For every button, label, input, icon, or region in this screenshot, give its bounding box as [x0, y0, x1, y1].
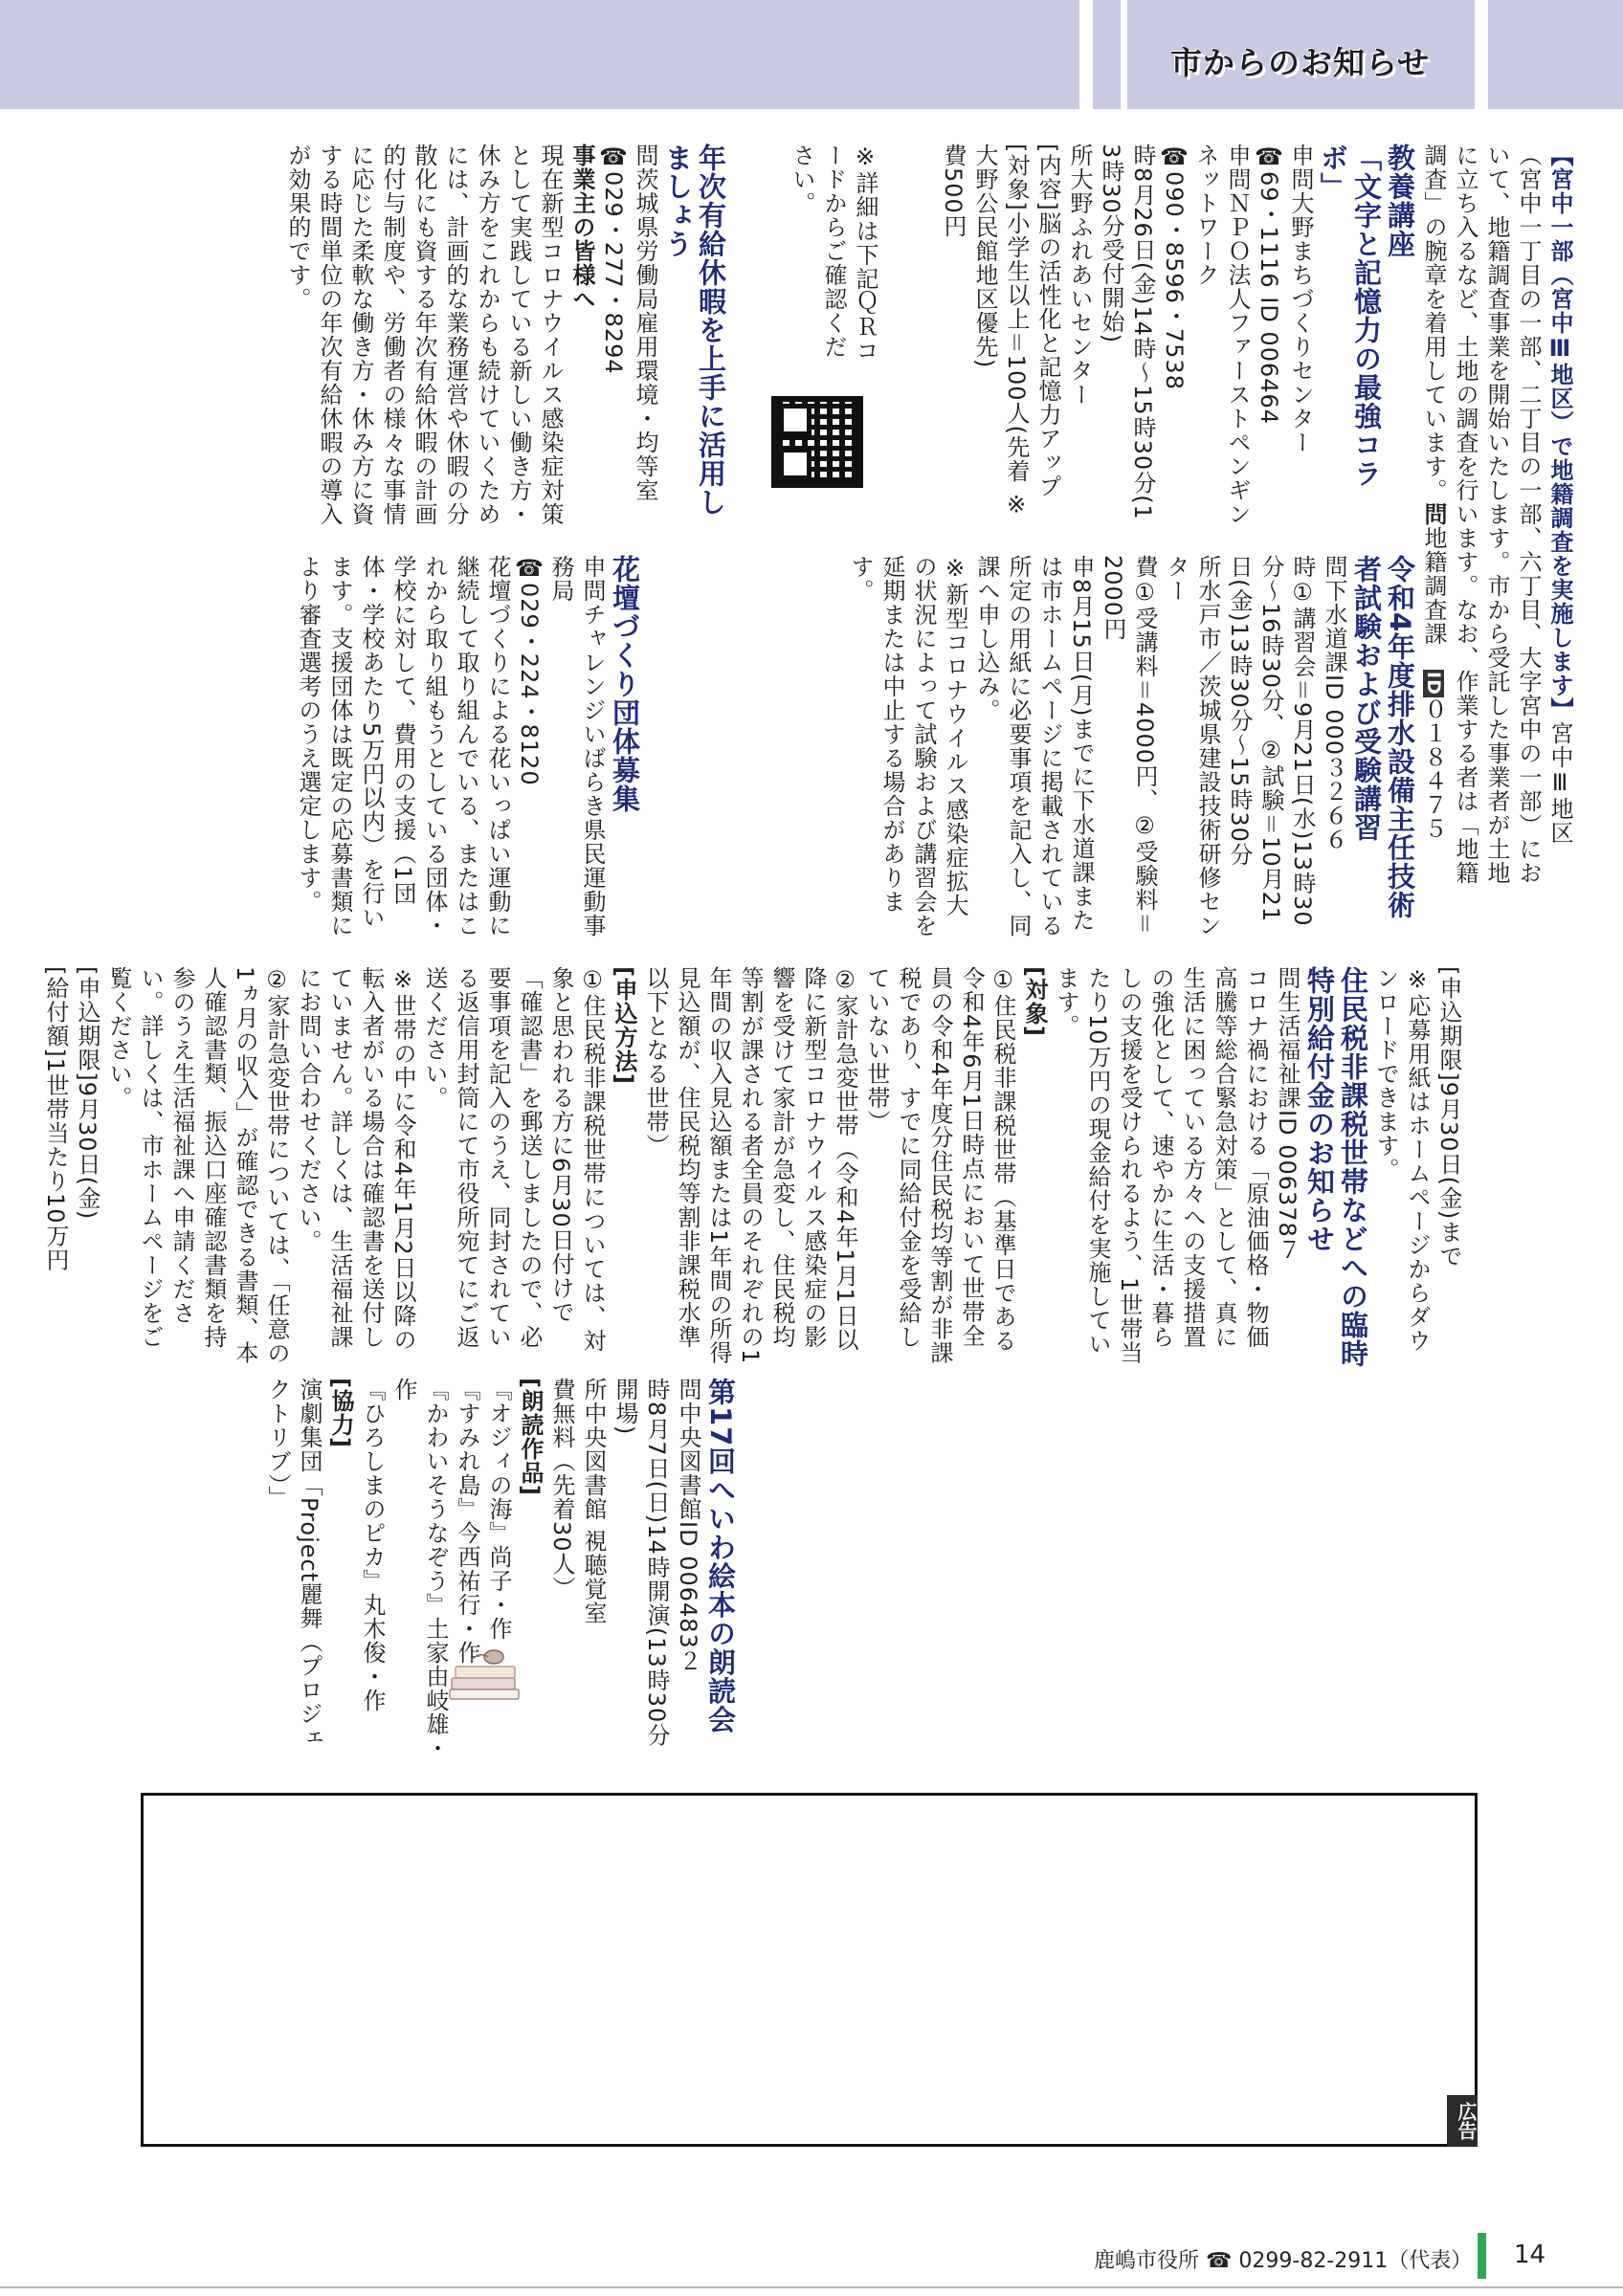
qr-code-icon — [771, 396, 863, 488]
kyoyo-line-5: 時8月26日(金)14時～15時30分(13時30分受付開始) — [1098, 144, 1156, 520]
chiseki-lead: 【宮中一部（宮中Ⅲ地区）で地籍調査を実施します】 — [1546, 144, 1573, 721]
books-illustration-icon — [442, 1628, 528, 1705]
ehon-title: 第17回へいわ絵本の朗読会 — [704, 1378, 737, 1734]
kyoyo-kicker: 教養講座 — [1384, 144, 1416, 258]
page-title: 市からのお知らせ — [1169, 44, 1430, 81]
kadan-section — [144, 555, 641, 938]
ehon-line-3: 所中央図書館 視聴覚室 — [580, 1378, 607, 1625]
haisui-title: 令和4年度排水設備主任技術者試験および受験講習 — [1350, 555, 1416, 920]
kyoyo-line-4: ☎090・8596・7538 — [1161, 144, 1188, 390]
ehon-line-2: 時8月7日(日)14時開演(13時30分開場) — [611, 1378, 670, 1748]
kadan-body: 花壇づくりによる花いっぱい運動に継続して取り組んでいる、またはこれから取り組もうとしている団体・学校に対して、費用の支援（1団体・学校あたり5万円以内）を行います。支援団体は既定の応募書類により審査選考のうえ選定します。 — [295, 555, 511, 938]
kyoyo-line-1: 申問大野まちづくりセンター — [1287, 144, 1314, 454]
nenkyu-body: 現在新型コロナウイルス感染症対策として実践している新しい働き方・休み方をこれからも続けていくためには、計画的な業務運営や休暇の分散化にも資する年次有給休暇の計画的付与制度や、労働者の様々な事情に応じた柔軟な働き方・休み方に資する時間単位の年次有給休暇の導入が効果的です。 — [284, 144, 564, 526]
haisui-line-2: 時①講習会＝9月21日(水)13時30分～16時30分、②試験＝10月21日(金)13時30分～15時30分 — [1226, 555, 1316, 927]
kyoyo-line-8: [対象]小学生以上＝100人(先着 ※大野公民館地区優先) — [971, 144, 1030, 519]
footer-accent-bar — [1478, 2233, 1486, 2279]
row-divider-1 — [144, 543, 1426, 545]
haisui-line-4: 費①受講料＝4000円、②受験料＝2000円 — [1100, 555, 1158, 937]
kyufu-method-label: [申込方法] — [611, 966, 637, 1085]
kyufu-target-1: ①住民税非課税世帯（基準日である令和4年6月1日時点において世帯全員の令和4年度分住民税均等割が非課税であり、すでに同給付金を受給していない世帯） — [863, 966, 1016, 1365]
nenkyu-line-1: 問茨城県労働局雇用環境・均等室☎029・277・8294 — [600, 144, 658, 502]
kyufu-target-label: [対象] — [1021, 966, 1048, 1037]
advertisement-label: 広告 — [1447, 2095, 1478, 2147]
kadan-line-1: 申問チャレンジいばらき県民運動事務局 — [547, 555, 606, 938]
chiseki-section — [1420, 144, 1575, 890]
kyufu-amount: [給付額]1世帯当たり10万円 — [42, 966, 69, 1272]
kyoyo-line-10: ※詳細は下記ＱＲコードからご確認ください。 — [789, 144, 878, 363]
kyufu-line-0b: ※応募用紙はホームページからダウンロードできます。 — [1372, 966, 1431, 1353]
haisui-section — [651, 555, 1416, 938]
footer-office: 鹿嶋市役所 ☎ 0299-82-2911（代表） — [1094, 2249, 1473, 2273]
haisui-line-5: 申8月15日(月)までに下水道課または市ホームページに掲載されている所定の用紙に必要事項を記入し、同課へ申し込み。 — [973, 555, 1095, 938]
ehon-work-2: 『すみれ島』今西祐行・作 — [454, 1378, 480, 1665]
chiseki-id: ０１８４７５ — [1420, 696, 1447, 841]
ehon-work-1: 『オジィの海』尚子・作 — [485, 1378, 512, 1641]
kyufu-deadline: [申込期限]9月30日(金) — [74, 966, 100, 1221]
ehon-coop-label: [協力] — [327, 1378, 354, 1448]
haisui-line-6: ※新型コロナウイルス感染症拡大の状況によって試験および講習会を延期または中止する場合があります。 — [847, 555, 968, 938]
header-band-stripe — [1093, 0, 1121, 109]
page-number: 14 — [1514, 2241, 1546, 2269]
kyufu-method-2: ※世帯の中に令和4年1月2日以降の転入者がいる場合は確認書を送付していません。詳しくは、生活福祉課にお問い合わせください。 — [295, 966, 416, 1352]
kyoyo-line-9: 費500円 — [940, 144, 967, 238]
kyufu-section — [42, 966, 1464, 1368]
nenkyu-title: 年次有給休暇を上手に活用しましょう — [661, 144, 727, 517]
advertisement-box — [141, 1793, 1478, 2147]
chiseki-id-tag: ID — [1423, 672, 1444, 695]
kyufu-method-3: ②家計急変世帯については、「任意の1ヵ月の収入」が確認できる書類、本人確認書類、振込口座確認書類を持参のうえ生活福祉課へ申請ください。詳しくは、市ホームページをご覧ください。 — [105, 966, 290, 1365]
kyoyo-line-3: 申問ＮＰＯ法人ファーストペンギンネットワーク — [1192, 144, 1251, 526]
haisui-line-3: 所水戸市／茨城県建設技術研修センター — [1163, 555, 1221, 938]
kyoyo-line-2: ☎69・1116 ID 006464 — [1256, 144, 1282, 426]
haisui-line-1: 問下水道課ID 000３２６６ — [1321, 555, 1347, 851]
kyoyo-title: 「文字と記憶力の最強コラボ」 — [1317, 144, 1383, 488]
ehon-line-1: 問中央図書館ID 006483２ — [675, 1378, 701, 1673]
kyufu-body-1: コロナ禍における「原油価格・物価高騰等総合緊急対策」として、真に生活に困っている方々への支援措置の強化として、速やかに生活・暮らしの支援を受けられるよう、1世帯当たり10万円の現金給付を実施しています。 — [1053, 966, 1269, 1365]
chiseki-body: 宮中Ⅲ地区（宮中一丁目の一部、二丁目の一部、六丁目、大字宮中の一部）において、地籍調査事業を開始いたします。市から受託した事業者が土地に立ち入るなど、土地の調査を行います。なお、作業する者は「地籍調査」の腕章を着用しています。 — [1420, 144, 1573, 885]
ehon-works-label: [朗読作品] — [517, 1378, 544, 1496]
ehon-work-3: 『かわいそうなぞう』土家由岐雄・作 — [390, 1378, 449, 1760]
kyufu-line-0: [申込期限]9月30日(金)まで — [1435, 966, 1462, 1269]
footer-rule — [0, 2286, 1623, 2288]
kyufu-title: 住民税非課税世帯などへの臨時特別給付金のお知らせ — [1303, 966, 1369, 1368]
header-band-right — [1488, 0, 1623, 109]
kadan-title: 花壇づくり団体募集 — [609, 555, 641, 813]
chiseki-contact-tag: 問 — [1420, 502, 1447, 526]
nenkyu-line-2: 事業主の皆様へ — [568, 144, 595, 311]
kyoyo-line-6: 所大野ふれあいセンター — [1066, 144, 1093, 407]
kyoyo-section — [842, 144, 1416, 526]
chiseki-contact: 地籍調査課 — [1420, 526, 1447, 646]
kyoyo-line-7: [内容]脳の活性化と記憶力アップ — [1034, 144, 1061, 498]
ehon-section — [144, 1378, 737, 1770]
kyufu-target-2: ②家計急変世帯（令和4年1月1日以降に新型コロナウイルス感染症の影響を受けて家計が急変し、住民税均等割が課される者全員のそれぞれの1年間の収入見込額または1年間の所得見込額が、住民税均等割非課税水準以下となる世帯） — [642, 966, 858, 1365]
nenkyu-section — [144, 144, 727, 526]
kyufu-method-1: ①住民税非課税世帯については、対象と思われる方に6月30日付けで「確認書」を郵送しましたので、必要事項を記入のうえ、同封されている返信用封筒にて市役所宛てにご返送ください。 — [421, 966, 606, 1353]
ehon-coop-1: 演劇集団「Project麗舞（プロジェクトリブ）」 — [264, 1378, 322, 1751]
kyoyo-qr-note — [789, 144, 880, 364]
ehon-work-4: 『ひろしまのピカ』丸木俊・作 — [359, 1378, 386, 1712]
kadan-line-2: ☎029・224・8120 — [516, 555, 543, 786]
header-band — [0, 0, 1079, 109]
kyufu-line-1: 問生活福祉課ID 006378７ — [1274, 966, 1301, 1262]
ehon-line-4: 費無料（先着30人） — [548, 1378, 575, 1601]
